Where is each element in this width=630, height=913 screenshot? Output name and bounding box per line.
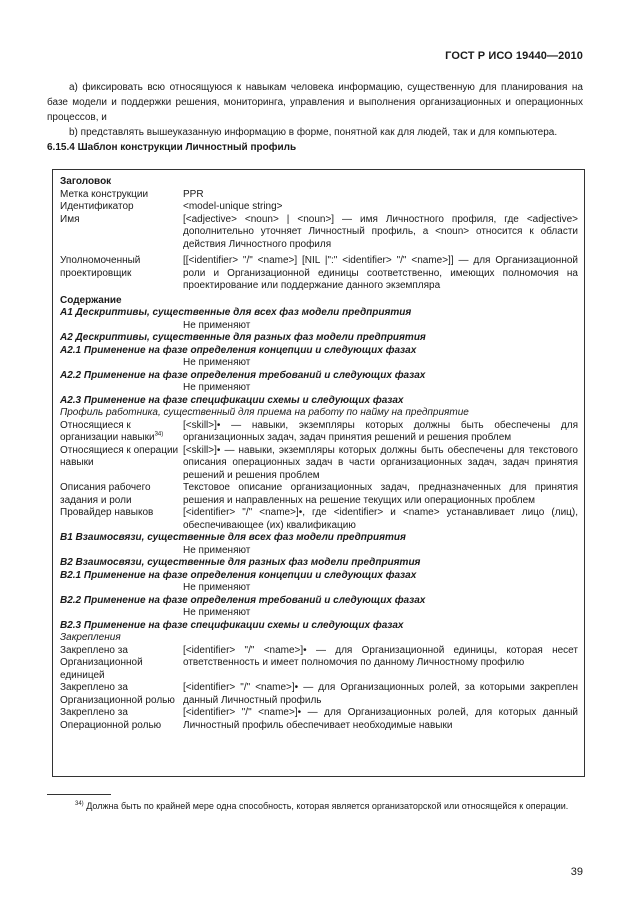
row-label: Метка конструкции: [60, 188, 149, 200]
row-label: Имя: [60, 213, 80, 225]
document-header: ГОСТ Р ИСО 19440—2010: [445, 50, 583, 62]
row-label: Закреплено за Операционной ролью: [60, 707, 162, 731]
row-value: [<skill>]• — навыки, экземпляры которых должны быть обеспечены для организационных задач, задач принятия решений и решения проблем: [183, 419, 578, 443]
template-heading: Заголовок: [60, 176, 112, 187]
not-applied-a1: Не применяют: [183, 319, 251, 331]
template-row: [60, 445, 578, 483]
intro-text: [47, 80, 583, 155]
row-value: [<identifier> "/" <name>]• — для Организационных ролей, для которых данный Личностный профиль обеспечивает необходимые навыки: [183, 707, 578, 731]
row-value: [<identifier> "/" <name>]• — для Организационной единицы, которая несет ответственность и имеет полномочия по данному Личностному профилю: [183, 644, 578, 668]
footnote-divider: [47, 794, 111, 795]
row-label: Закреплено за Организационной ролью: [60, 682, 175, 706]
section-title: 6.15.4 Шаблон конструкции Личностный профиль: [47, 142, 297, 153]
template-row: [60, 707, 578, 732]
section-b1: В1 Взаимосвязи, существенные для всех фаз модели предприятия: [60, 532, 406, 543]
row-value: [[<identifier> "/" <name>] [NIL |":" <identifier> "/" <name>]] — для Организационной роли и Организационной единицы соответственно, имеющих полномочия на проектирование или поддержание данного экземпляра: [183, 255, 578, 291]
section-b21: В2.1 Применение на фазе определения концепции и следующих фазах: [60, 569, 417, 581]
row-value: [<skill>]• — навыки, экземпляры которых должны быть обеспечены для текстового описания операционных задач в части организационных задач, задач принятия решений и решения проблем: [183, 444, 578, 481]
row-label: Провайдер навыков: [60, 507, 154, 518]
section-a23: А2.3 Применение на фазе спецификации схемы и следующих фазах: [60, 394, 404, 406]
paragraph-a: а) фиксировать всю относящуюся к навыкам человека информацию, существенную для планирования на базе модели и поддержки решения, мониторинга, управления и выполнения организационных и операционных процессов, и: [47, 82, 583, 123]
template-row: [60, 214, 578, 252]
template-row: [60, 645, 578, 683]
not-applied-a22: Не применяют: [183, 382, 251, 393]
row-label: Уполномоченный проектировщик: [60, 255, 141, 279]
row-value: Текстовое описание организационных задач, предназначенных для принятия решения и направленных на решение текущих или операционных проблем: [183, 482, 578, 506]
footnote: [47, 800, 583, 813]
footnote-mark: 34): [75, 801, 84, 807]
section-b2: В2 Взаимосвязи, существенные для разных фаз модели предприятия: [60, 557, 421, 568]
template-row: [60, 507, 578, 532]
page-number: 39: [570, 866, 583, 878]
row-value: <model-unique string>: [183, 201, 283, 212]
content-heading: Содержание: [60, 294, 122, 306]
section-a21: А2.1 Применение на фазе определения концепции и следующих фазах: [60, 344, 417, 356]
row-value: PPR: [183, 188, 204, 200]
template-row: [60, 482, 578, 507]
footnote-text: Должна быть по крайней мере одна способность, которая является организаторской или относящейся к операции.: [86, 801, 569, 811]
template-box: [52, 169, 585, 777]
paragraph-b: b) представлять вышеуказанную информацию в форме, понятной как для людей, так и для компьютера.: [69, 127, 558, 138]
a23-subtitle: Профиль работника, существенный для приема на работу по найму на предприятие: [60, 407, 469, 418]
row-value: [<adjective> <noun> | <noun>] — имя Личностного профиля, где <adjective> дополнительно уточняет Личностный профиль, а <noun> относится к области действия Личностного профиля: [183, 213, 578, 250]
not-applied-b21: Не применяют: [183, 582, 251, 593]
row-label: Идентификатор: [60, 201, 134, 212]
row-value: [<identifier> "/" <name>]•, где <identifier> и <name> устанавливает лицо (лиц), обеспечивающее (их) квалификацию: [183, 507, 578, 531]
section-a1: А1 Дескриптивы, существенные для всех фаз модели предприятия: [60, 307, 412, 318]
not-applied-a21: Не применяют: [183, 357, 251, 368]
section-b22: В2.2 Применение на фазе определения требований и следующих фазах: [60, 594, 426, 606]
b23-subtitle: Закрепления: [60, 632, 121, 643]
row-label: [60, 420, 183, 445]
not-applied-b22: Не применяют: [183, 607, 251, 618]
footnote-ref: 34): [154, 431, 164, 438]
not-applied-b1: Не применяют: [183, 544, 251, 556]
section-a2: А2 Дескриптивы, существенные для разных фаз модели предприятия: [60, 332, 426, 343]
template-row: [60, 255, 578, 293]
row-label: Закреплено за Организационной единицей: [60, 644, 143, 681]
section-b23: В2.3 Применение на фазе спецификации схемы и следующих фазах: [60, 619, 404, 631]
row-label: Относящиеся к операции навыки: [60, 444, 179, 468]
row-value: [<identifier> "/" <name>]• — для Организационных ролей, за которыми закреплен данный Личностный профиль: [183, 682, 578, 706]
row-label-text: Относящиеся к организации навыки: [60, 419, 155, 443]
template-row: [60, 682, 578, 707]
row-label: Описания рабочего задания и роли: [60, 482, 151, 506]
section-a22: А2.2 Применение на фазе определения требований и следующих фазах: [60, 369, 426, 381]
template-row: [60, 189, 578, 202]
template-row: [60, 420, 578, 445]
template-row: [60, 201, 578, 214]
